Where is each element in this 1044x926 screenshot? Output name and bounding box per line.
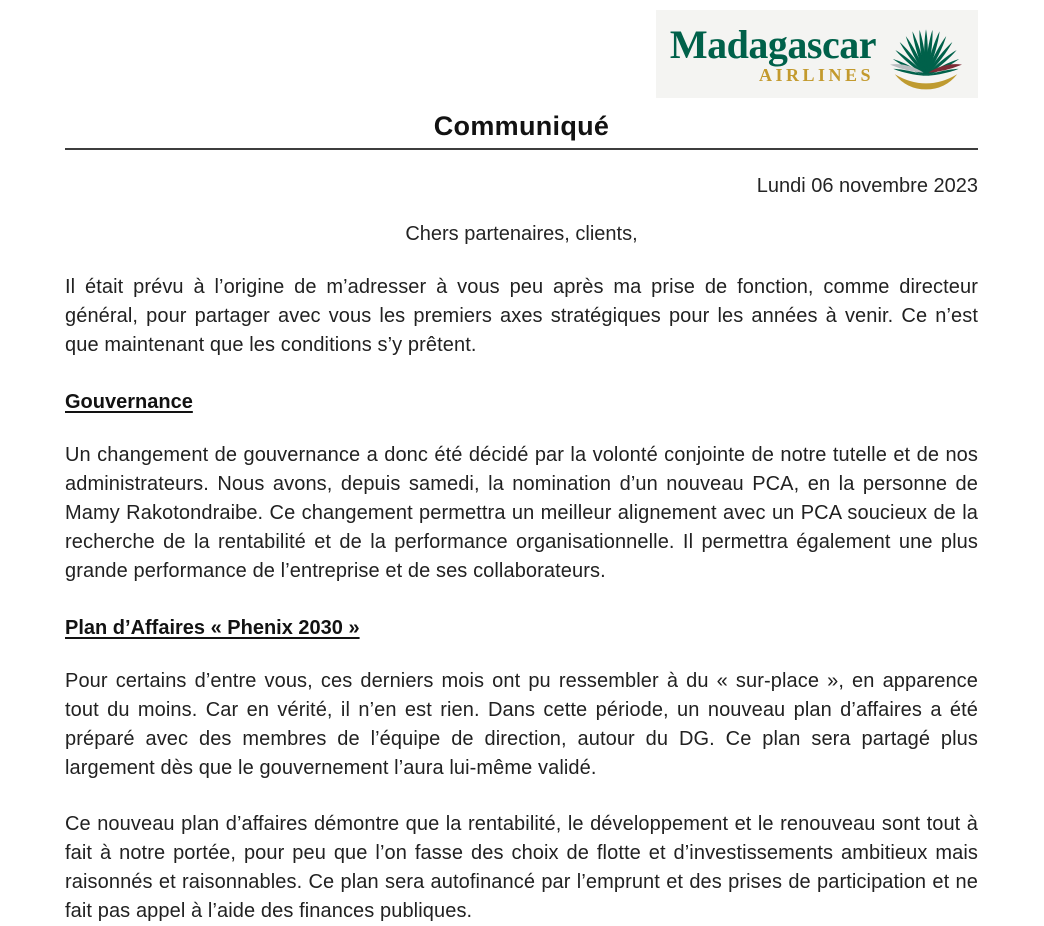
plan-affaires-paragraph-1: Pour certains d’entre vous, ces derniers mois ont pu ressembler à du « sur-place », en apparence tout du moins. Car en vérité, il n’en est rien. Dans cette période, un nouveau plan d’affaires a été préparé avec des membres de l’équipe de direction, autour du DG. Ce plan sera partagé plus largement dès que le gouvernement l’aura lui-même validé.: [65, 670, 978, 779]
intro-paragraph: Il était prévu à l’origine de m’adresser à vous peu après ma prise de fonction, comme directeur général, pour partager avec vous les premiers axes stratégiques pour les années à venir. Ce n’est que maintenant que les conditions s’y prêtent.: [65, 276, 978, 356]
salutation: Chers partenaires, clients,: [405, 223, 638, 245]
gouvernance-paragraph: Un changement de gouvernance a donc été décidé par la volonté conjointe de notre tutelle et de nos administrateurs. Nous avons, depuis samedi, la nomination d’un nouveau PCA, en la personne de Mamy Rakotondraibe. Ce changement permettra un meilleur alignement avec un PCA soucieux de la recherche de la rentabilité et de la performance organisationnelle. Il permettra également une plus grande performance de l’entreprise et de ses collaborateurs.: [65, 444, 978, 582]
page-title: Communiqué: [433, 111, 610, 141]
traveler-palm-icon: [886, 18, 966, 92]
madagascar-airlines-logo: [656, 10, 978, 98]
logo-brand-text: Madagascar: [669, 21, 876, 67]
title-divider: [65, 148, 978, 150]
logo-airlines-text: AIRLINES: [758, 64, 874, 85]
plan-affaires-paragraph-2: Ce nouveau plan d’affaires démontre que la rentabilité, le développement et le renouveau sont tout à fait à notre portée, pour peu que l’on fasse des choix de flotte et d’investissements ambitieux mais raisonnés et raisonnables. Ce plan sera autofinancé par l’emprunt et des prises de participation et ne fait pas appel à l’aide des finances publiques.: [65, 813, 978, 922]
section-heading-gouvernance: Gouvernance: [65, 391, 193, 413]
section-heading-plan-affaires: Plan d’Affaires « Phenix 2030 »: [65, 617, 360, 639]
document-date: Lundi 06 novembre 2023: [756, 175, 978, 197]
logo-wordmark: [669, 21, 876, 86]
logo-row: [65, 0, 978, 98]
